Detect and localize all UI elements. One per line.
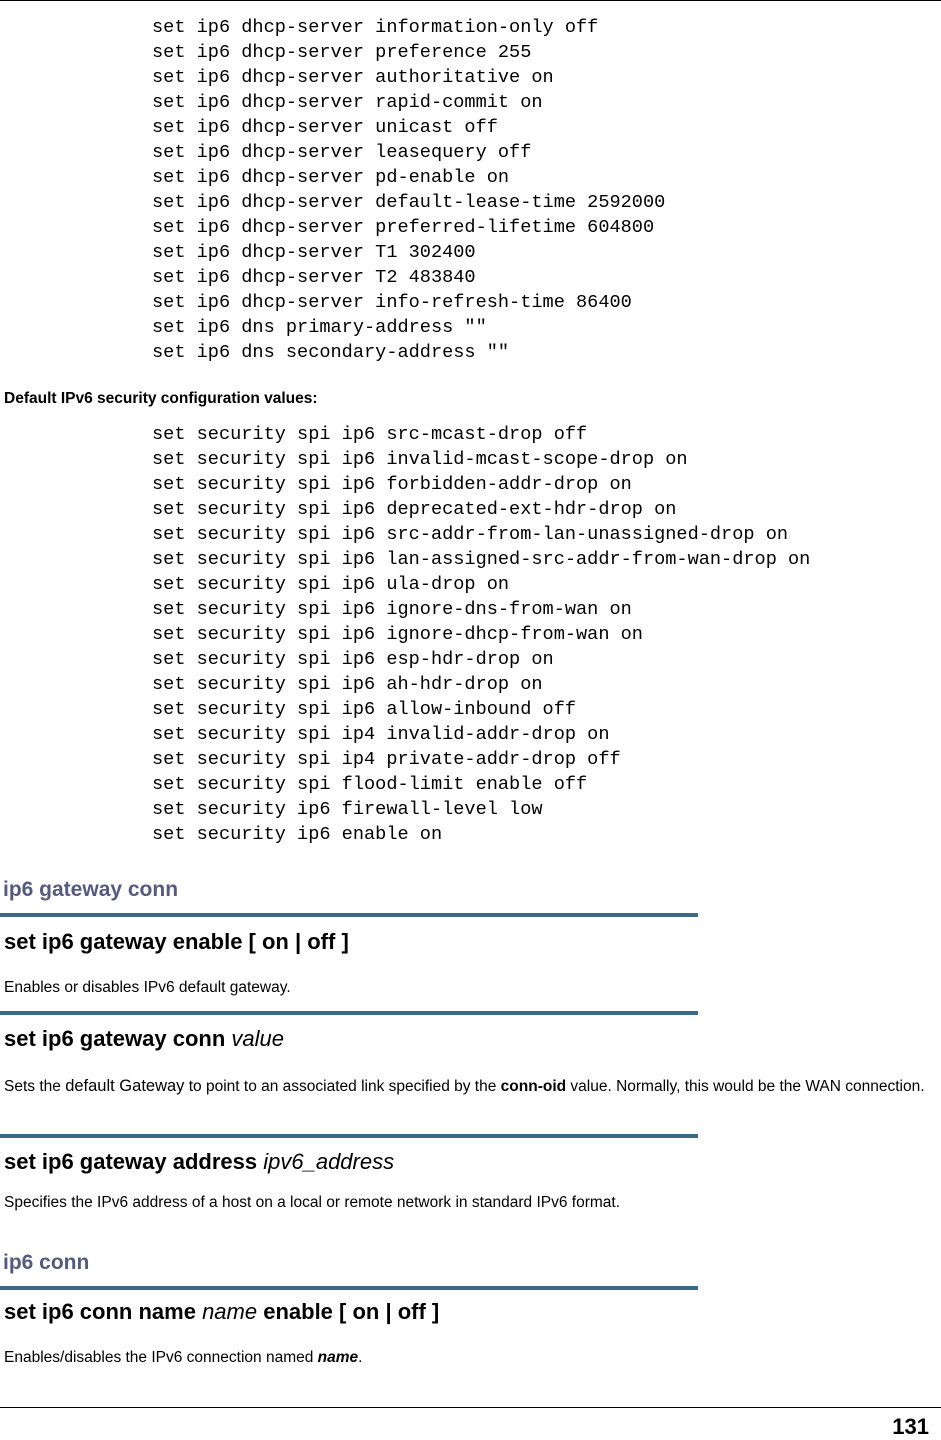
code-line: set security spi ip6 ignore-dns-from-wan on [152, 599, 632, 620]
description-conn-name [4, 1347, 939, 1369]
code-line: set security ip6 firewall-level low [152, 799, 543, 820]
command-heading-conn-name [4, 1299, 439, 1325]
section-rule [0, 1011, 698, 1015]
code-line: set security spi ip6 ah-hdr-drop on [152, 674, 543, 695]
code-line: set security spi ip6 forbidden-addr-drop on [152, 474, 632, 495]
command-heading-gateway-conn [4, 1026, 284, 1052]
code-line: set ip6 dhcp-server info-refresh-time 86400 [152, 292, 632, 313]
section-rule [0, 1286, 698, 1290]
command-text: set ip6 conn name [4, 1299, 203, 1324]
code-line: set security spi ip4 invalid-addr-drop on [152, 724, 610, 745]
command-text: set ip6 gateway conn [4, 1026, 232, 1051]
section-title-ip6-gateway-conn: ip6 gateway conn [3, 878, 179, 901]
code-line: set ip6 dhcp-server preference 255 [152, 42, 532, 63]
command-text: set ip6 gateway address [4, 1149, 264, 1174]
code-line: set ip6 dhcp-server unicast off [152, 117, 498, 138]
code-line: set ip6 dns secondary-address "" [152, 342, 510, 363]
command-heading-gateway-enable: set ip6 gateway enable [ on | off ] [4, 929, 349, 954]
section-rule [0, 913, 698, 917]
inline-code-term: default Gateway [65, 1077, 185, 1095]
description-text: to point to an associated link specified by the [184, 1078, 501, 1095]
command-text: enable [ on | off ] [257, 1299, 440, 1324]
code-line: set ip6 dhcp-server information-only off [152, 17, 599, 38]
section-title-ip6-conn: ip6 conn [3, 1251, 90, 1274]
code-line: set security spi ip6 esp-hdr-drop on [152, 649, 554, 670]
code-line: set security spi ip6 allow-inbound off [152, 699, 577, 720]
description-gateway-address: Specifies the IPv6 address of a host on a local or remote network in standard IPv6 format. [4, 1194, 621, 1211]
code-line: set ip6 dhcp-server pd-enable on [152, 167, 510, 188]
footer-rule [0, 1407, 941, 1408]
command-heading-gateway-address [4, 1149, 394, 1175]
code-line: set ip6 dns primary-address "" [152, 317, 487, 338]
code-line: set ip6 dhcp-server authoritative on [152, 67, 554, 88]
command-parameter: ipv6_address [263, 1149, 395, 1174]
code-line: set security spi ip6 src-addr-from-lan-unassigned-drop on [152, 524, 789, 545]
top-rule [0, 0, 941, 1]
description-text: Enables/disables the IPv6 connection named [4, 1349, 318, 1366]
description-gateway-conn [4, 1075, 939, 1098]
code-line: set security spi ip6 src-mcast-drop off [152, 424, 588, 445]
code-line: set security spi ip6 deprecated-ext-hdr-drop on [152, 499, 677, 520]
code-line: set security spi flood-limit enable off [152, 774, 588, 795]
dhcp-server-code-block [152, 15, 665, 365]
code-line: set security spi ip6 ignore-dhcp-from-wan on [152, 624, 643, 645]
code-line: set ip6 dhcp-server default-lease-time 2592000 [152, 192, 666, 213]
code-line: set security spi ip6 ula-drop on [152, 574, 510, 595]
bold-italic-term-name: name [317, 1349, 359, 1366]
bold-term-conn-oid: conn-oid [500, 1078, 567, 1095]
code-line: set security spi ip6 invalid-mcast-scope-drop on [152, 449, 688, 470]
command-parameter: name [202, 1299, 258, 1324]
code-line: set ip6 dhcp-server T2 483840 [152, 267, 476, 288]
code-line: set security spi ip4 private-addr-drop off [152, 749, 621, 770]
description-text: . [358, 1349, 363, 1366]
section-rule [0, 1134, 698, 1138]
code-line: set ip6 dhcp-server rapid-commit on [152, 92, 543, 113]
code-line: set ip6 dhcp-server T1 302400 [152, 242, 476, 263]
description-text: value. Normally, this would be the WAN connection. [566, 1078, 925, 1095]
description-text: Sets the [4, 1078, 66, 1095]
code-line: set ip6 dhcp-server preferred-lifetime 604800 [152, 217, 655, 238]
command-parameter: value [231, 1026, 284, 1051]
code-line: set ip6 dhcp-server leasequery off [152, 142, 532, 163]
security-defaults-heading: Default IPv6 security configuration values: [4, 390, 318, 407]
page-number: 131 [892, 1414, 929, 1439]
security-code-block [152, 422, 810, 847]
code-line: set security spi ip6 lan-assigned-src-addr-from-wan-drop on [152, 549, 811, 570]
description-gateway-enable: Enables or disables IPv6 default gateway. [4, 979, 291, 996]
code-line: set security ip6 enable on [152, 824, 443, 845]
